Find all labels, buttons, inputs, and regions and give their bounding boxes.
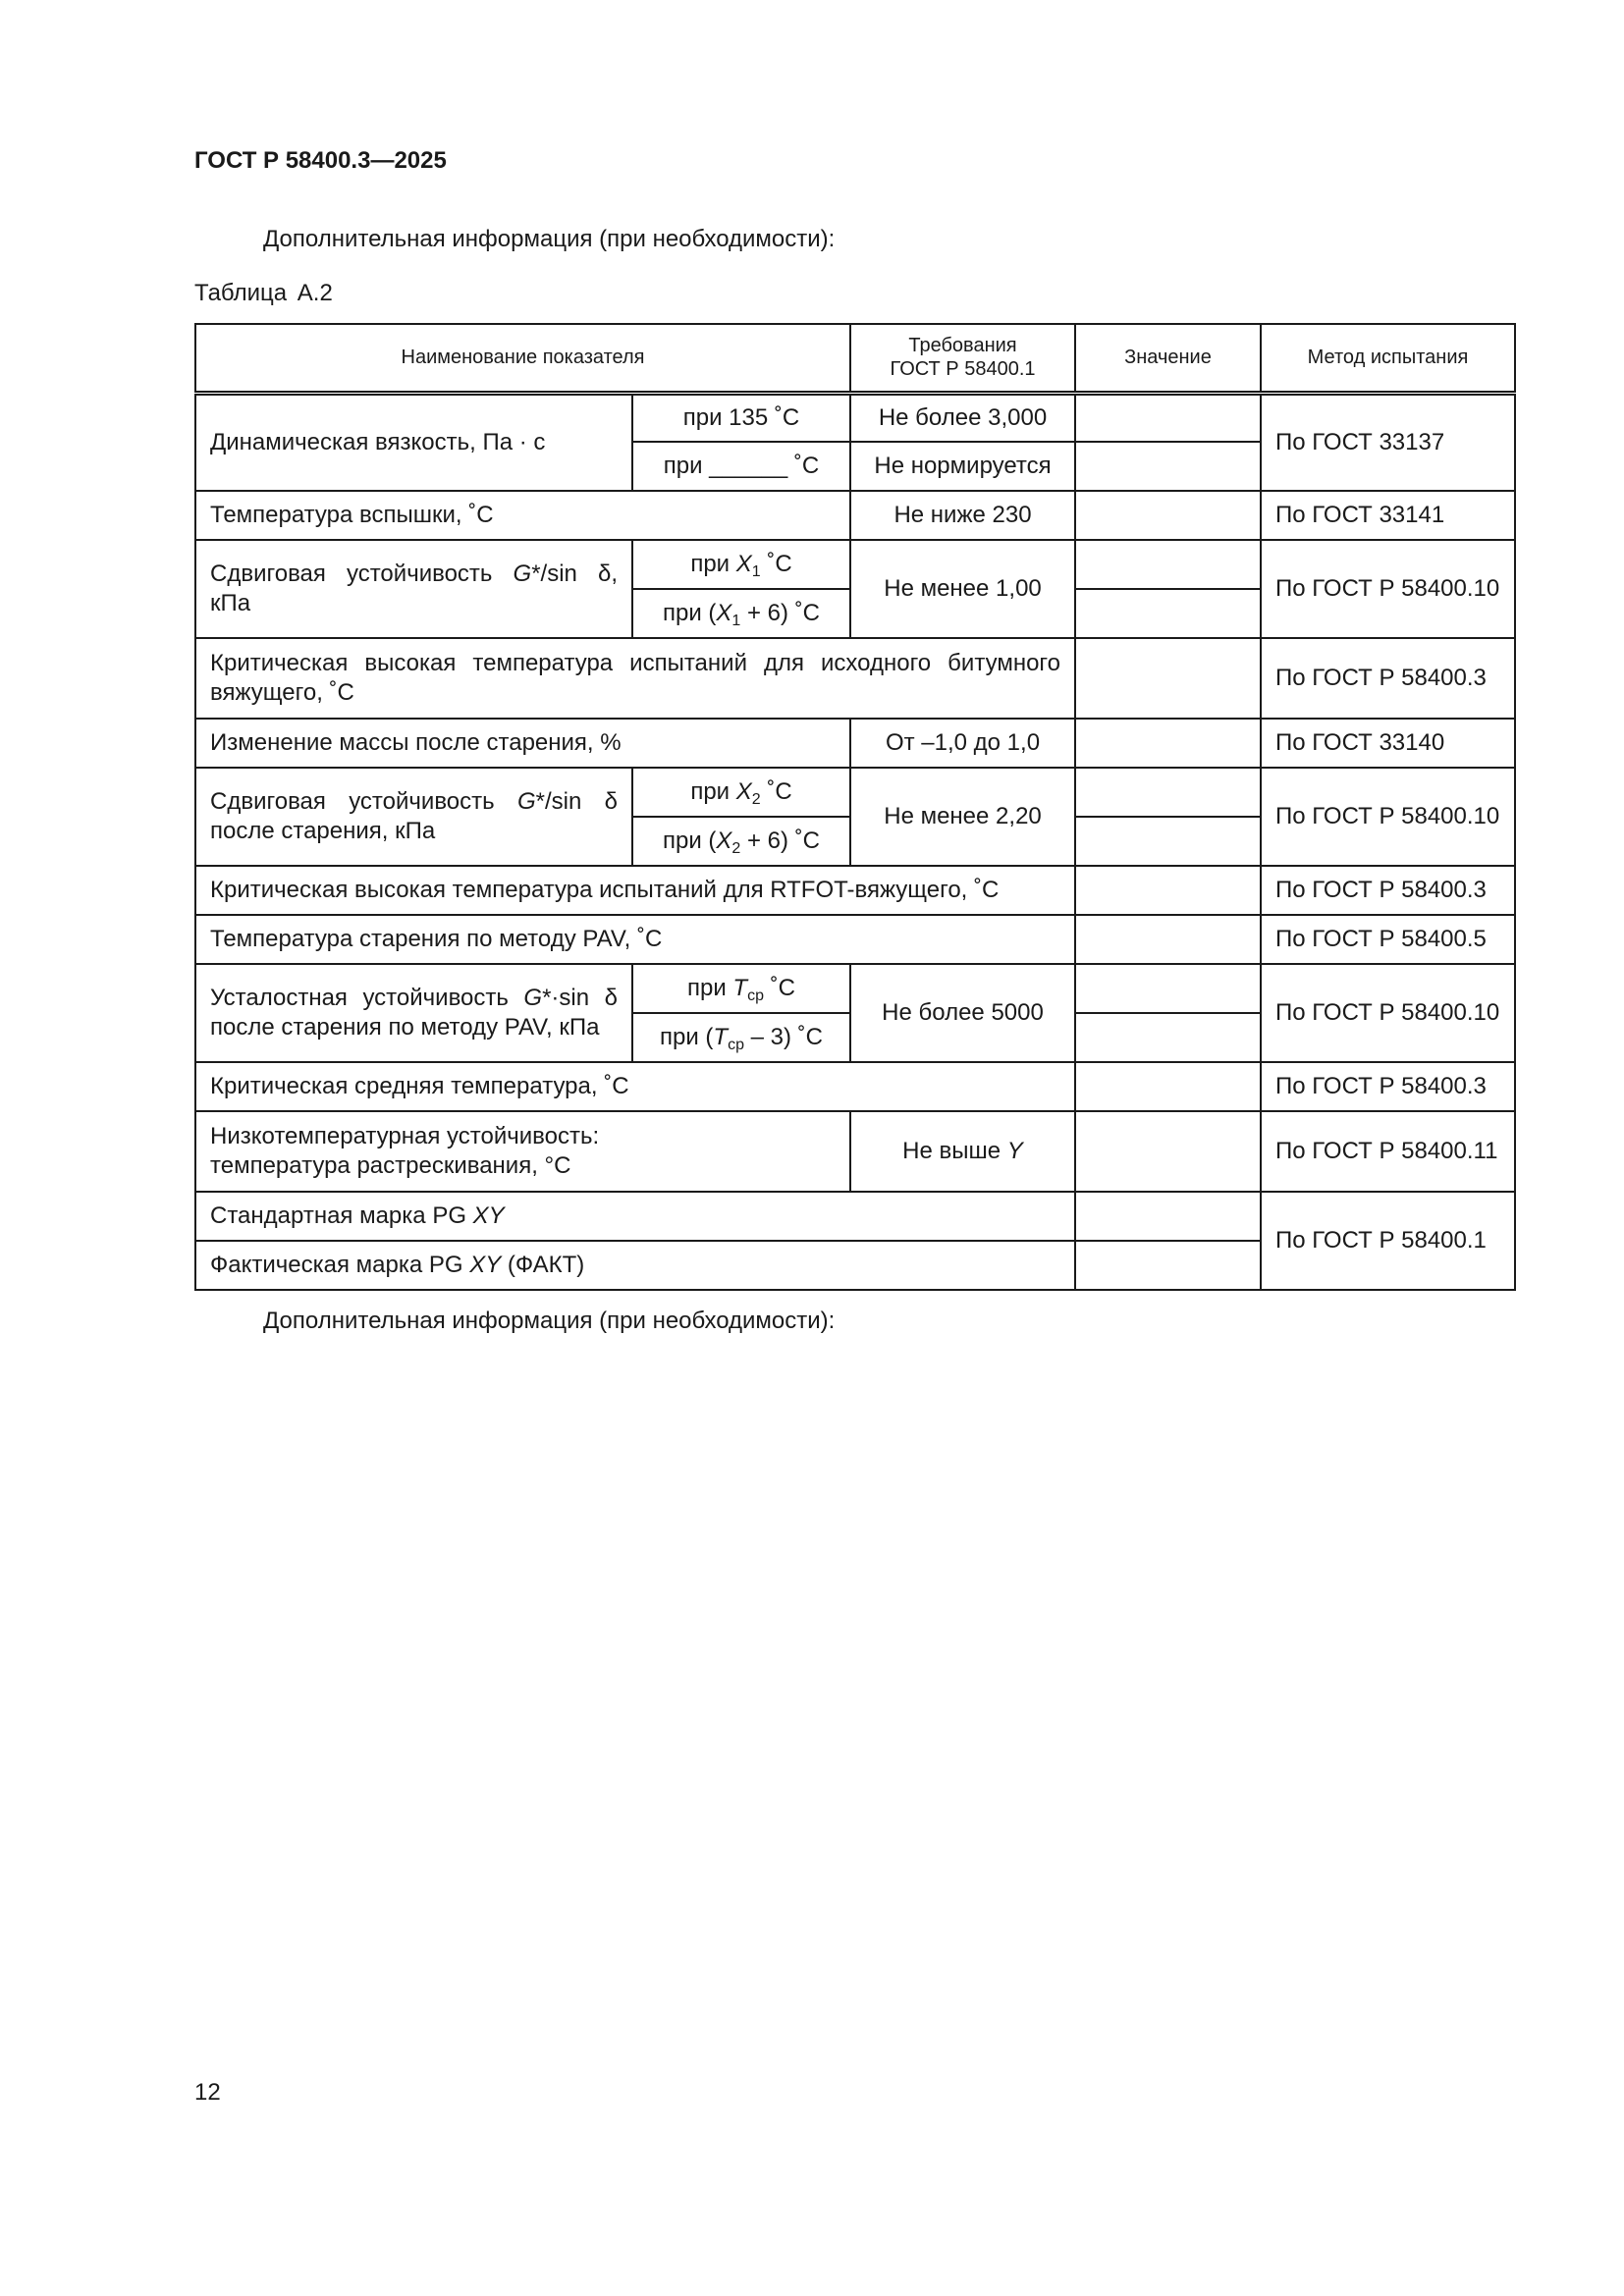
header-value: Значение: [1075, 324, 1261, 393]
additional-info-note-top: Дополнительная информация (при необходимости):: [263, 226, 836, 252]
cell-value[interactable]: [1075, 1241, 1261, 1290]
cell-condition: при $(T_{ср} - 3)$ ˚С: [632, 1013, 850, 1062]
cell-requirement: Не ниже 230: [850, 491, 1075, 540]
cell-method: По ГОСТ 33141: [1261, 491, 1515, 540]
cell-value[interactable]: [1075, 719, 1261, 768]
cell-name: Усталостная устойчивость G*·sin δ после старения по методу PAV, кПа: [195, 964, 632, 1062]
table-row: [195, 866, 1515, 915]
cell-name: Сдвиговая устойчивость G*/sin δ после старения, кПа: [195, 768, 632, 866]
cell-value[interactable]: [1075, 817, 1261, 866]
cell-requirement: Не более 3,000: [850, 393, 1075, 442]
table-header-row: [195, 324, 1515, 393]
cell-value[interactable]: [1075, 589, 1261, 638]
cell-value[interactable]: [1075, 1013, 1261, 1062]
additional-info-note-bottom: Дополнительная информация (при необходимости):: [263, 1308, 836, 1334]
table-row: [195, 964, 1515, 1013]
cell-name: Сдвиговая устойчивость G*/sin δ, кПа: [195, 540, 632, 638]
cell-method: По ГОСТ 33140: [1261, 719, 1515, 768]
page-number: 12: [194, 2079, 221, 2106]
cell-value[interactable]: [1075, 964, 1261, 1013]
cell-requirement: Не более 5000: [850, 964, 1075, 1062]
header-requirements: Требования ГОСТ Р 58400.1: [850, 324, 1075, 393]
cell-condition: при $(X_1 + 6)$ ˚С: [632, 589, 850, 638]
cell-method: По ГОСТ Р 58400.10: [1261, 964, 1515, 1062]
cell-condition: при 135 ˚С: [632, 393, 850, 442]
cell-value[interactable]: [1075, 1192, 1261, 1241]
cell-value[interactable]: [1075, 540, 1261, 589]
cell-requirement: Не нормируется: [850, 442, 1075, 491]
cell-method: По ГОСТ Р 58400.10: [1261, 540, 1515, 638]
cell-name: Температура старения по методу PAV, ˚С: [195, 915, 1075, 964]
cell-value[interactable]: [1075, 866, 1261, 915]
document-header: ГОСТ Р 58400.3—2025: [194, 147, 447, 174]
cell-value[interactable]: [1075, 491, 1261, 540]
table-caption-word: Таблица: [194, 280, 288, 306]
cell-name: Изменение массы после старения, %: [195, 719, 850, 768]
cell-method: По ГОСТ Р 58400.11: [1261, 1111, 1515, 1192]
cell-condition: при $T_{ср}$ ˚С: [632, 964, 850, 1013]
cell-value[interactable]: [1075, 1062, 1261, 1111]
table-row: [195, 1111, 1515, 1192]
table-caption: [194, 280, 333, 307]
cell-method: По ГОСТ Р 58400.3: [1261, 1062, 1515, 1111]
cell-method: По ГОСТ 33137: [1261, 393, 1515, 491]
cell-name: Критическая высокая температура испытаний для RTFOT-вяжущего, ˚С: [195, 866, 1075, 915]
table-row: [195, 768, 1515, 817]
cell-name: Фактическая марка PG XY (ФАКТ): [195, 1241, 1075, 1290]
table-row: [195, 393, 1515, 442]
table-row: [195, 719, 1515, 768]
cell-name: Стандартная марка PG XY: [195, 1192, 1075, 1241]
cell-requirement: Не менее 1,00: [850, 540, 1075, 638]
table-row: [195, 491, 1515, 540]
cell-requirement: Не менее 2,20: [850, 768, 1075, 866]
table-row: [195, 540, 1515, 589]
cell-requirement: Не выше Y: [850, 1111, 1075, 1192]
cell-name: Температура вспышки, ˚С: [195, 491, 850, 540]
cell-method: По ГОСТ Р 58400.3: [1261, 638, 1515, 719]
cell-value[interactable]: [1075, 1111, 1261, 1192]
cell-condition: при $X_2$ ˚С: [632, 768, 850, 817]
cell-method: По ГОСТ Р 58400.10: [1261, 768, 1515, 866]
cell-name: Динамическая вязкость, Па · с: [195, 393, 632, 491]
requirements-table: [194, 323, 1516, 1291]
cell-value[interactable]: [1075, 442, 1261, 491]
cell-method: По ГОСТ Р 58400.3: [1261, 866, 1515, 915]
cell-method: По ГОСТ Р 58400.1: [1261, 1192, 1515, 1290]
cell-value[interactable]: [1075, 768, 1261, 817]
table-row: [195, 1192, 1515, 1241]
table-row: [195, 915, 1515, 964]
cell-condition: при $X_1$ ˚С: [632, 540, 850, 589]
cell-condition: при ______ ˚С: [632, 442, 850, 491]
cell-name: Низкотемпературная устойчивость: температура растрескивания, °С: [195, 1111, 850, 1192]
cell-value[interactable]: [1075, 915, 1261, 964]
cell-method: По ГОСТ Р 58400.5: [1261, 915, 1515, 964]
cell-requirement: От –1,0 до 1,0: [850, 719, 1075, 768]
cell-value[interactable]: [1075, 393, 1261, 442]
header-name: Наименование показателя: [195, 324, 850, 393]
cell-name: Критическая высокая температура испытаний для исходного битумного вяжущего, ˚С: [195, 638, 1075, 719]
table-row: [195, 1062, 1515, 1111]
table-caption-number: А.2: [297, 280, 333, 306]
cell-name: Критическая средняя температура, ˚С: [195, 1062, 1075, 1111]
table-row: [195, 638, 1515, 719]
cell-value[interactable]: [1075, 638, 1261, 719]
header-method: Метод испытания: [1261, 324, 1515, 393]
cell-condition: при $(X_2 + 6)$ ˚С: [632, 817, 850, 866]
